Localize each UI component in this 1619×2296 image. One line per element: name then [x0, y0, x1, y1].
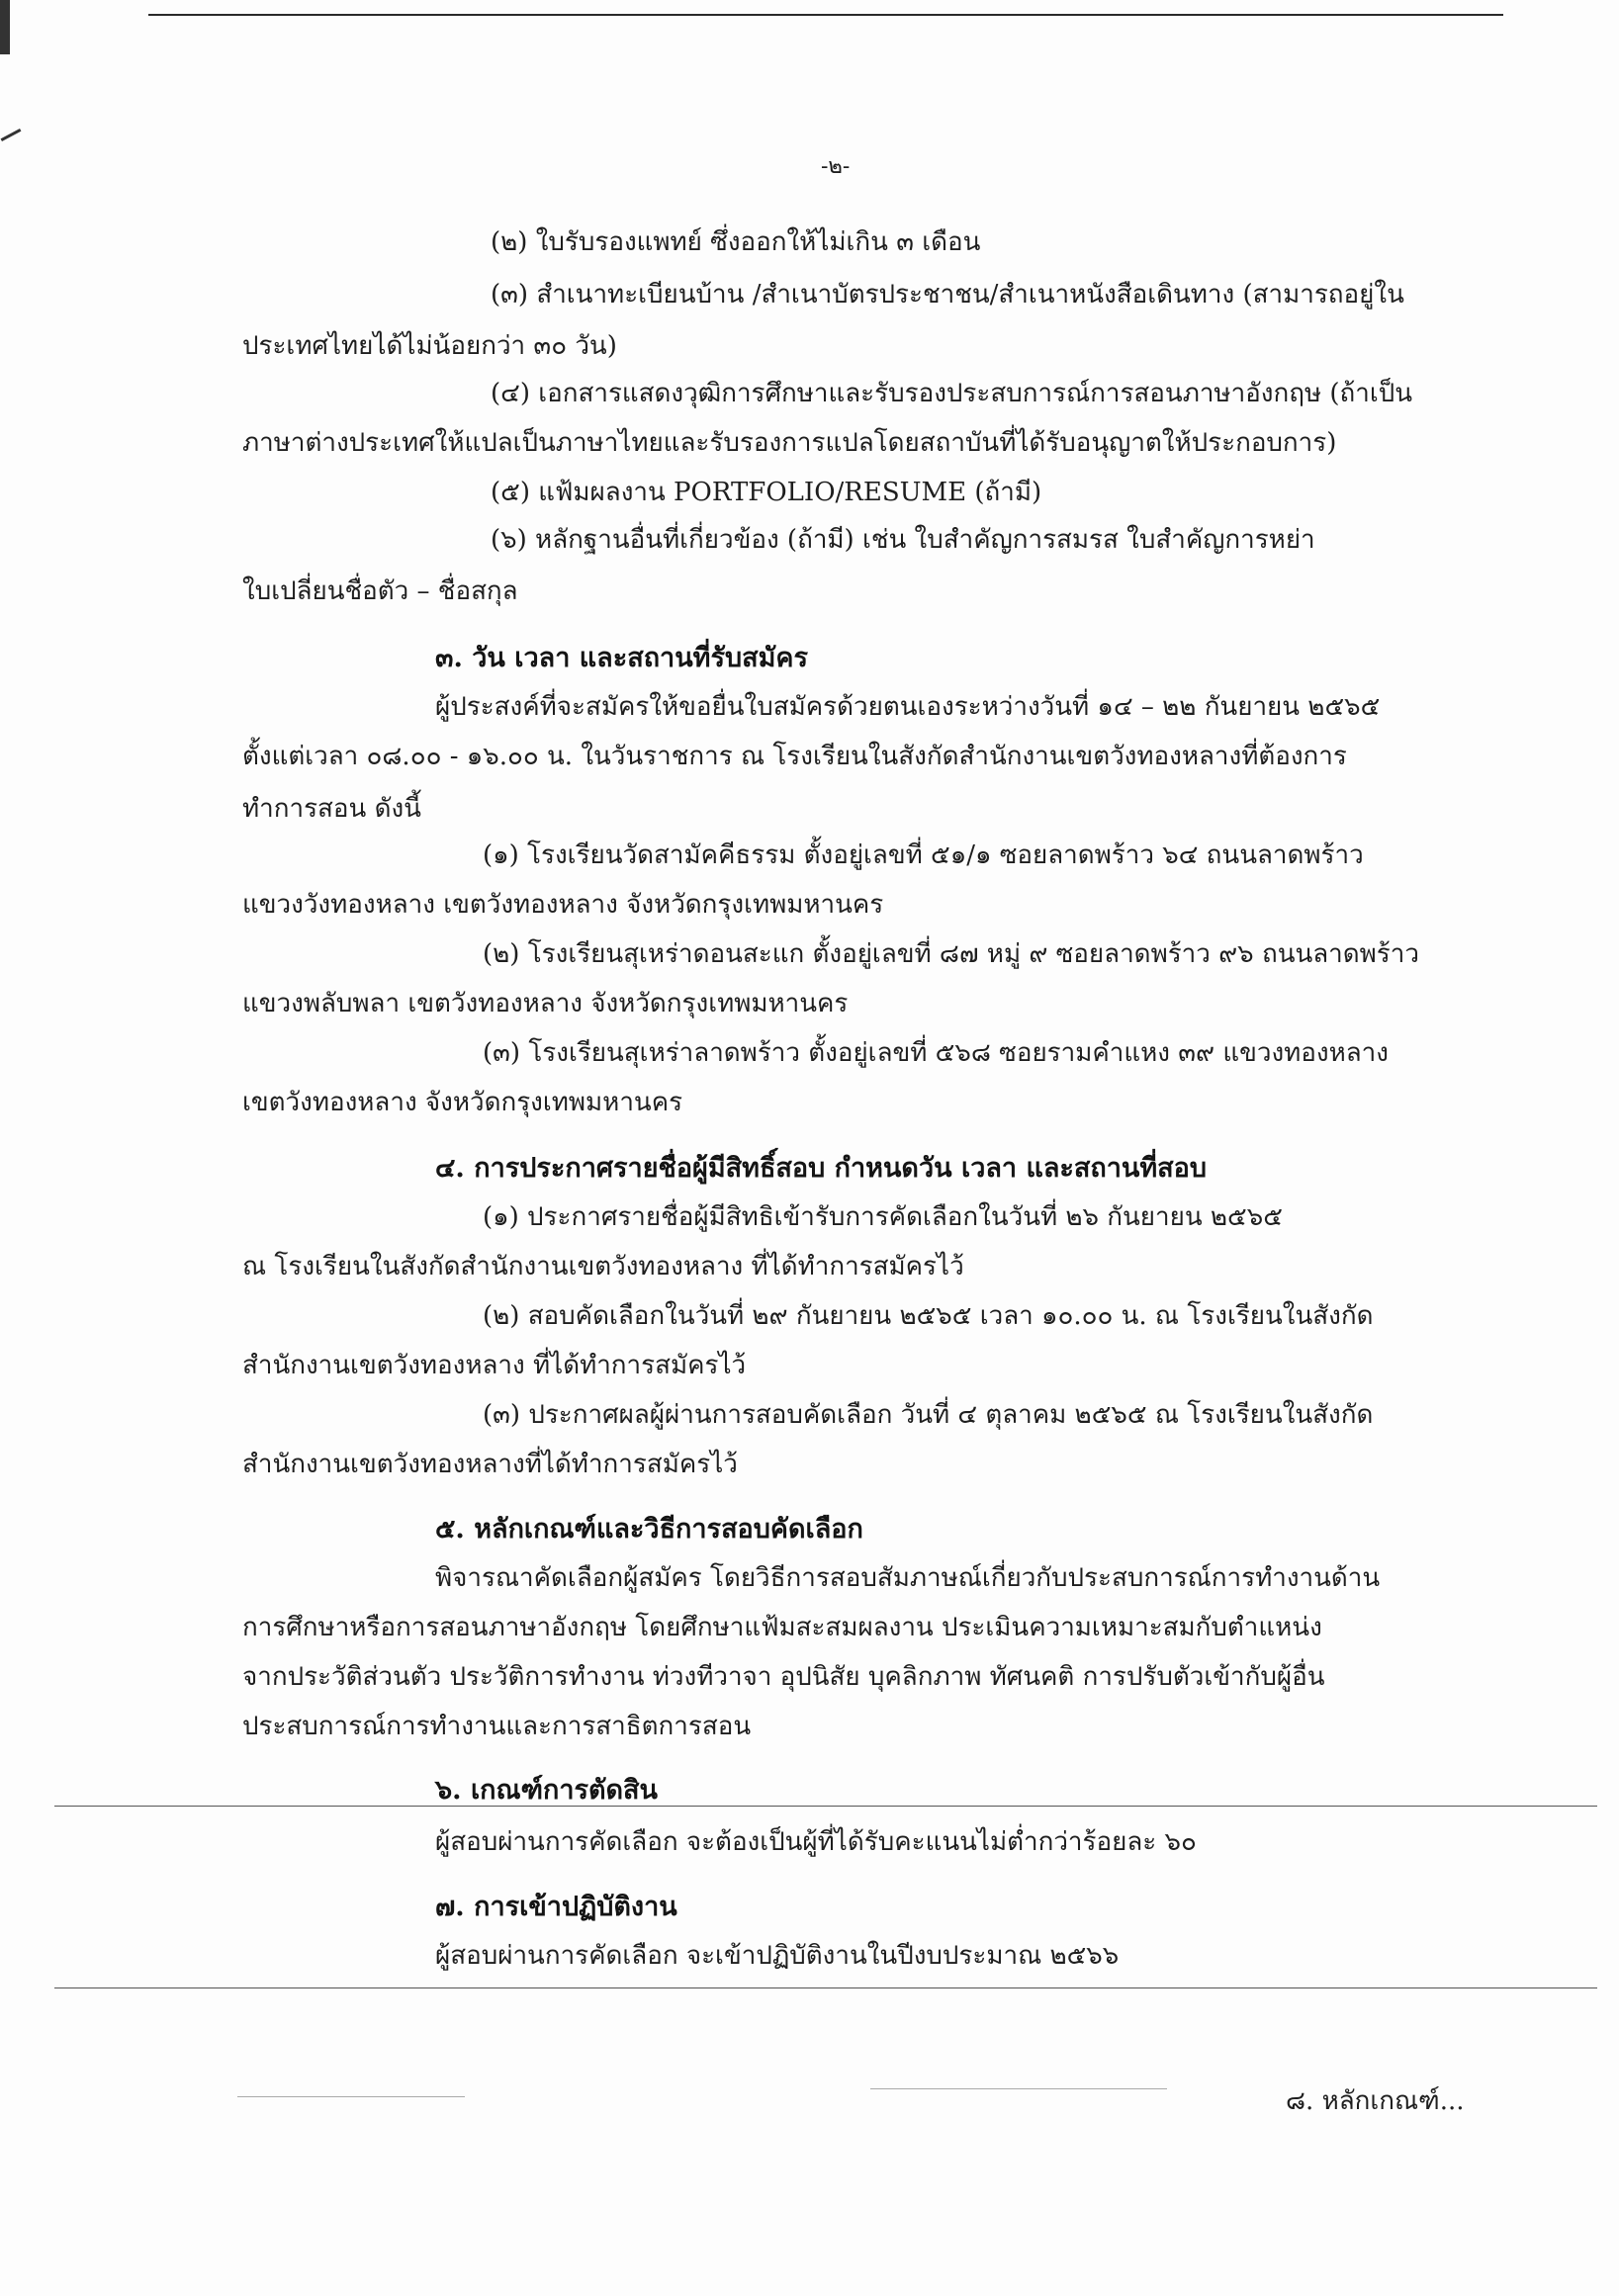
line-28: ผู้สอบผ่านการคัดเลือก จะต้องเป็นผู้ที่ได้รับคะแนนไม่ต่ำกว่าร้อยละ ๖๐ — [435, 1827, 1197, 1857]
faint-scan-rule — [870, 2088, 1167, 2089]
line-25: การศึกษาหรือการสอนภาษาอังกฤษ โดยศึกษาแฟ้มสะสมผลงาน ประเมินความเหมาะสมกับตำแหน่ง — [242, 1613, 1322, 1642]
section-4-heading: ๔. การประกาศรายชื่อผู้มีสิทธิ์สอบ กำหนดวัน เวลา และสถานที่สอบ — [435, 1153, 1208, 1184]
line-6: (๕) แฟ้มผลงาน PORTFOLIO/RESUME (ถ้ามี) — [491, 478, 1042, 507]
top-scan-rule — [148, 14, 1503, 16]
page-number: -๒- — [821, 154, 851, 179]
line-12: (๑) โรงเรียนวัดสามัคคีธรรม ตั้งอยู่เลขที่ ๕๑/๑ ซอยลาดพร้าว ๖๔ ถนนลาดพร้าว — [483, 840, 1364, 870]
line-11: ทำการสอน ดังนี้ — [242, 794, 421, 824]
line-24: พิจารณาคัดเลือกผู้สมัคร โดยวิธีการสอบสัมภาษณ์เกี่ยวกับประสบการณ์การทำงานด้าน — [435, 1563, 1381, 1593]
section-6-heading: ๖. เกณฑ์การตัดสิน — [435, 1775, 658, 1806]
line-18: (๑) ประกาศรายชื่อผู้มีสิทธิเข้ารับการคัดเลือกในวันที่ ๒๖ กันยายน ๒๕๖๕ — [483, 1202, 1283, 1232]
scan-edge-mark — [1, 129, 22, 141]
line-23: สำนักงานเขตวังทองหลางที่ได้ทำการสมัครไว้ — [242, 1450, 738, 1479]
line-20: (๒) สอบคัดเลือกในวันที่ ๒๙ กันยายน ๒๕๖๕ เวลา ๑๐.๐๐ น. ณ โรงเรียนในสังกัด — [483, 1301, 1374, 1331]
line-5: ภาษาต่างประเทศให้แปลเป็นภาษาไทยและรับรองการแปลโดยสถาบันที่ได้รับอนุญาตให้ประกอบการ) — [242, 428, 1337, 458]
faint-scan-rule — [237, 2096, 465, 2097]
line-10: ตั้งแต่เวลา ๐๘.๐๐ - ๑๖.๐๐ น. ในวันราชการ ณ โรงเรียนในสังกัดสำนักงานเขตวังทองหลางที่ต้องการ — [242, 742, 1347, 771]
line-29: ผู้สอบผ่านการคัดเลือก จะเข้าปฏิบัติงานในปีงบประมาณ ๒๕๖๖ — [435, 1941, 1120, 1971]
line-26: จากประวัติส่วนตัว ประวัติการทำงาน ท่วงทีวาจา อุปนิสัย บุคลิกภาพ ทัศนคติ การปรับตัวเข้ากับผู้อื่น — [242, 1662, 1325, 1692]
line-14: (๒) โรงเรียนสุเหร่าดอนสะแก ตั้งอยู่เลขที่ ๘๗ หมู่ ๙ ซอยลาดพร้าว ๙๖ ถนนลาดพร้าว — [483, 939, 1419, 969]
line-7: (๖) หลักฐานอื่นที่เกี่ยวข้อง (ถ้ามี) เช่น ใบสำคัญการสมรส ใบสำคัญการหย่า — [491, 525, 1315, 555]
section-5-heading: ๕. หลักเกณฑ์และวิธีการสอบคัดเลือก — [435, 1514, 863, 1545]
line-1: (๒) ใบรับรองแพทย์ ซึ่งออกให้ไม่เกิน ๓ เดือน — [491, 227, 981, 257]
scan-edge-mark — [0, 0, 10, 54]
line-4: (๔) เอกสารแสดงวุฒิการศึกษาและรับรองประสบการณ์การสอนภาษาอังกฤษ (ถ้าเป็น — [491, 379, 1413, 408]
line-3: ประเทศไทยได้ไม่น้อยกว่า ๓๐ วัน) — [242, 331, 617, 361]
line-15: แขวงพลับพลา เขตวังทองหลาง จังหวัดกรุงเทพมหานคร — [242, 989, 849, 1018]
scan-rule — [54, 1806, 1597, 1807]
line-27: ประสบการณ์การทำงานและการสาธิตการสอน — [242, 1712, 752, 1741]
line-13: แขวงวังทองหลาง เขตวังทองหลาง จังหวัดกรุงเทพมหานคร — [242, 890, 884, 920]
line-17: เขตวังทองหลาง จังหวัดกรุงเทพมหานคร — [242, 1088, 683, 1117]
line-2: (๓) สำเนาทะเบียนบ้าน /สำเนาบัตรประชาชน/สำเนาหนังสือเดินทาง (สามารถอยู่ใน — [491, 280, 1404, 309]
line-21: สำนักงานเขตวังทองหลาง ที่ได้ทำการสมัครไว้ — [242, 1351, 747, 1380]
line-19: ณ โรงเรียนในสังกัดสำนักงานเขตวังทองหลาง ที่ได้ทำการสมัครไว้ — [242, 1252, 964, 1281]
line-16: (๓) โรงเรียนสุเหร่าลาดพร้าว ตั้งอยู่เลขที่ ๕๖๘ ซอยรามคำแหง ๓๙ แขวงทองหลาง — [483, 1038, 1389, 1068]
line-22: (๓) ประกาศผลผู้ผ่านการสอบคัดเลือก วันที่ ๔ ตุลาคม ๒๕๖๕ ณ โรงเรียนในสังกัด — [483, 1400, 1374, 1430]
line-9: ผู้ประสงค์ที่จะสมัครให้ขอยื่นใบสมัครด้วยตนเองระหว่างวันที่ ๑๔ – ๒๒ กันยายน ๒๕๖๕ — [435, 692, 1381, 722]
section-7-heading: ๗. การเข้าปฏิบัติงาน — [435, 1892, 677, 1922]
section-3-heading: ๓. วัน เวลา และสถานที่รับสมัคร — [435, 643, 808, 673]
footer-continuation: ๘. หลักเกณฑ์... — [1286, 2086, 1465, 2116]
line-8: ใบเปลี่ยนชื่อตัว – ชื่อสกุล — [242, 576, 518, 606]
scan-rule — [54, 1987, 1597, 1988]
